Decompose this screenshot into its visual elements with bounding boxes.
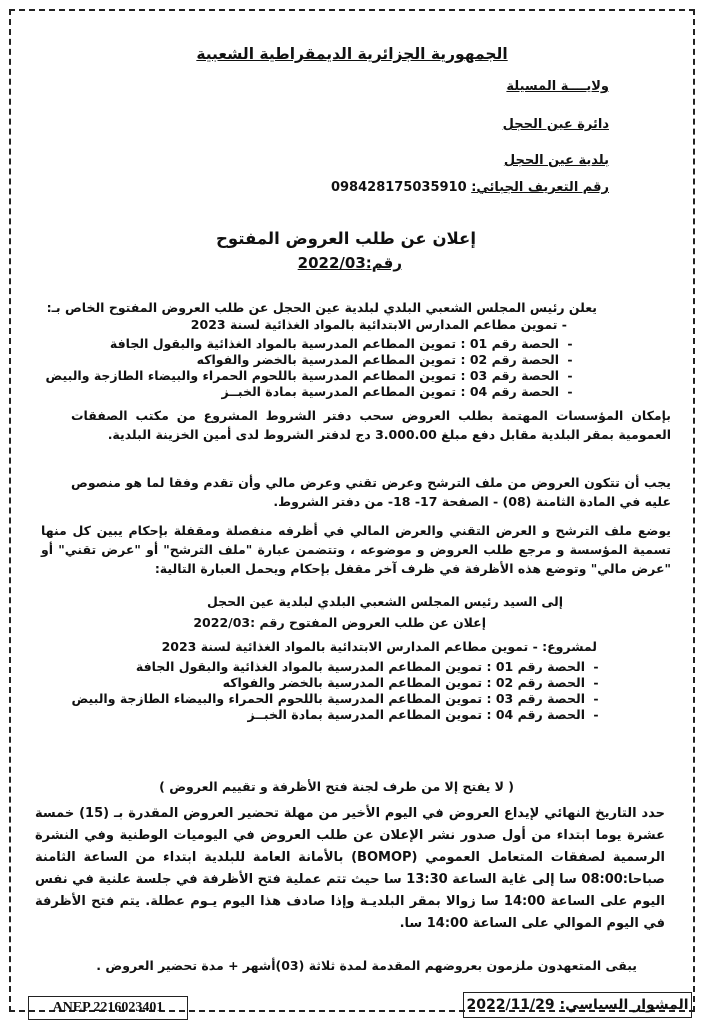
list-item: - الحصة رقم 04 : تموين المطاعم المدرسية بمادة الخبــز	[45, 384, 581, 400]
list-item: - الحصة رقم 03 : تموين المطاعم المدرسية باللحوم الحمراء والبيضاء الطازجة والبيض	[45, 368, 581, 384]
republic-title: الجمهورية الجزائرية الديمقراطية الشعبية	[196, 45, 508, 63]
announcement-title: إعلان عن طلب العروض المفتوح	[215, 229, 476, 248]
opening-notice: ( لا يفتح إلا من طرف لجنة فتح الأظرفة و تقييم العروض )	[159, 779, 514, 794]
list-item: - الحصة رقم 02 : تموين المطاعم المدرسية بالخضر والفواكه	[45, 352, 581, 368]
daira-name: دائرة عين الحجل	[502, 117, 609, 132]
lots-list-1	[45, 336, 581, 400]
paragraph-validity: يبقى المتعهدون ملزمون بعروضهم المقدمة لمدة ثلاثة (03)أشهر + مدة تحضير العروض .	[96, 958, 637, 973]
publication-date-value: 2022/11/29	[466, 997, 555, 1013]
list-item: - الحصة رقم 02 : تموين المطاعم المدرسية بالخضر والفواكه	[71, 675, 607, 691]
list-item: - الحصة رقم 01 : تموين المطاعم المدرسية بالمواد الغذائية والبقول الجافة	[71, 659, 607, 675]
publication-date-box	[463, 992, 692, 1018]
paragraph-composition: يجب أن تتكون العروض من ملف الترشح وعرض تقني وعرض مالي وأن تقدم وفقا لما هو منصوص عليه في المادة الثامنة (08) - الصفحة 17- 18- من دفتر الشروط.	[71, 475, 671, 509]
wilaya-name: ولايــــة المسيلة	[506, 79, 609, 94]
tax-id-row	[331, 180, 609, 195]
project-line: - تموين مطاعم المدارس الابتدائية بالمواد الغذائية لسنة 2023	[190, 317, 567, 332]
list-item: - الحصة رقم 04 : تموين المطاعم المدرسية بمادة الخبــز	[71, 707, 607, 723]
paragraph-deadline: حدد التاريخ النهائي لإيداع العروض في اليوم الأخير من مهلة تحضير العروض المقدرة بـ (15) خمسة عشرة يوما ابتداء من أول صدور نشر الإعلان عن طلب العروض في اليوميات الوطنية وفي النشرة الرسمية لصفقات المتعامل العمومي (BOMOP) بالأمانة العامة للبلدية ابتداء من الساعة الثامنة صباحا:08:00 سا إلى غاية الساعة 13:30 سا حيث تتم عملية فتح الأظرفة في جلسة علنية في نفس اليوم على الساعة 14:00 سا زوالا بمقر البلديـة وإذا صادف هذا اليوم يـوم عطلة. يتم فتح الأظرفة في اليوم الموالي على الساعة 14:00 سا.	[35, 806, 666, 931]
envelope-title: إعلان عن طلب العروض المفتوح رقم :2022/03	[193, 615, 486, 630]
announcement-number: رقم:2022/03	[297, 254, 402, 272]
addressee: إلى السيد رئيس المجلس الشعبي البلدي لبلدية عين الحجل	[206, 594, 563, 609]
envelope-project-line: لمشروع: - تموين مطاعم المدارس الابتدائية بالمواد الغذائية لسنة 2023	[161, 639, 597, 654]
list-item: - الحصة رقم 01 : تموين المطاعم المدرسية بالمواد الغذائية والبقول الجافة	[45, 336, 581, 352]
anep-reference-box: ANEP 2216023401	[28, 996, 188, 1020]
tax-id-label: رقم التعريف الجبائي:	[471, 180, 609, 195]
publication-date-label: المشوار السياسي:	[559, 997, 689, 1013]
paragraph-withdraw: بإمكان المؤسسات المهتمة بطلب العروض سحب دفتر الشروط المشروع من مكتب الصفقات العمومية بمقر البلدية مقابل دفع مبلغ 3.000.00 دج لدفتر الشروط لدى أمين الخزينة البلدية.	[71, 408, 671, 442]
list-item: - الحصة رقم 03 : تموين المطاعم المدرسية باللحوم الحمراء والبيضاء الطازجة والبيض	[71, 691, 607, 707]
lots-list-2	[71, 659, 607, 723]
paragraph-envelopes: يوضع ملف الترشح و العرض التقني والعرض المالي في أظرفه منفصلة ومقفلة بإحكام يبين كل منها تسمية المؤسسة و مرجع طلب العروض و موضوعه ، وتتضمن عبارة "ملف الترشح" أو "عرض تقني" أو "عرض مالي" وتوضع هذه الأظرفة في ظرف آخر مقفل بإحكام ويحمل العبارة التالية:	[41, 523, 671, 576]
intro-line: يعلن رئيس المجلس الشعبي البلدي لبلدية عين الحجل عن طلب العروض المفتوح الخاص بـ:	[46, 300, 597, 315]
commune-name: بلدية عين الحجل	[503, 153, 609, 168]
announcement-page	[9, 9, 695, 1015]
tax-id-value: 098428175035910	[330, 180, 467, 195]
